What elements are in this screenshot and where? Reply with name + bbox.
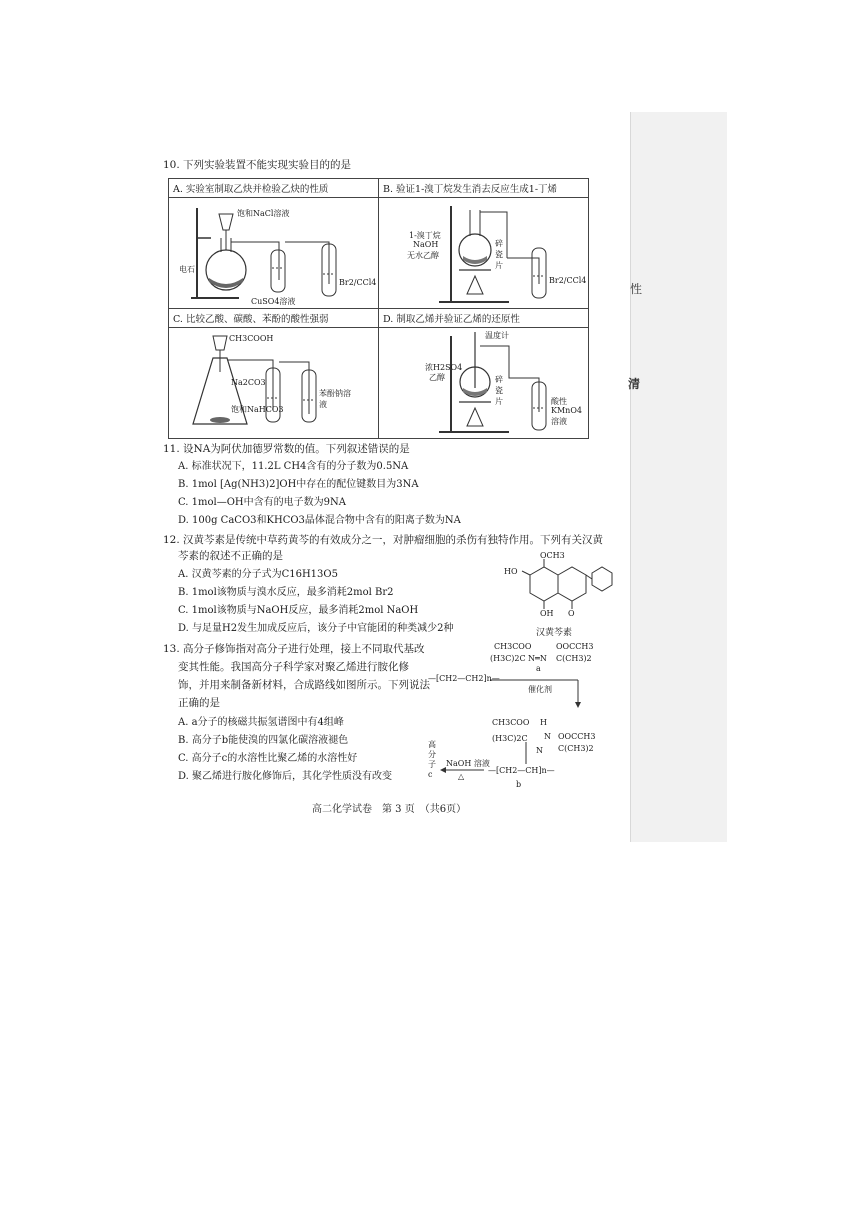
label-cuso4: CuSO4溶液 [251,297,296,306]
b-left-group: CH3COO [492,718,530,727]
label-oh: OH [540,609,554,618]
q10-c-figure [169,328,378,438]
naoh-solution: NaOH 溶液 [446,759,490,768]
label-naoh-b: NaOH [413,240,439,249]
adjacent-page-strip [630,112,727,842]
q11-option-d: D. 100g CaCO3和KHCO3晶体混合物中含有的阳离子数为NA [178,515,461,526]
label-och3: OCH3 [540,551,565,560]
q10-d-title: D. 制取乙烯并验证乙烯的还原性 [379,309,588,328]
q10-c-title: C. 比较乙酸、碳酸、苯酚的酸性强弱 [169,309,378,328]
q12-option-c: C. 1mol该物质与NaOH反应，最多消耗2mol NaOH [178,605,419,616]
a-label: a [536,664,541,673]
label-sodium-phenoxide: 苯酚钠溶液 [319,389,351,409]
q13-stem-line4: 正确的是 [178,697,220,709]
q12-stem-line2: 芩素的叙述不正确的是 [178,550,283,562]
q12-option-b: B. 1mol该物质与溴水反应，最多消耗2mol Br2 [178,587,394,598]
label-nacl: 饱和NaCl溶液 [237,209,290,218]
label-br2-ccl4-b: Br2/CCl4 [549,276,587,285]
q13-option-d: D. 聚乙烯进行胺化修饰后，其化学性质没有改变 [178,771,393,782]
b-h: H [540,718,547,727]
label-thermometer: 温度计 [485,331,509,340]
wogonin-structure [500,551,620,645]
label-acidic: 酸性 [551,397,567,406]
strip-char-2: 清 [628,377,641,391]
q13-option-c: C. 高分子c的水溶性比聚乙烯的水溶性好 [178,753,358,764]
label-ethanol-d: 乙醇 [429,373,445,382]
label-bromobutane: 1-溴丁烷 [409,231,441,240]
q10-b-figure [379,198,588,308]
q10-b-title: B. 验证1-溴丁烷发生消去反应生成1-丁烯 [379,179,588,198]
q13-stem-line2: 变其性能。我国高分子科学家对聚乙烯进行胺化修 [178,661,409,673]
q12-option-a: A. 汉黄芩素的分子式为C16H13O5 [178,569,338,580]
q13-stem-line1: 13. 高分子修饰指对高分子进行处理，接上不同取代基改 [163,643,425,655]
b-left-carbon: (H3C)2C [492,734,528,743]
label-carbonyl-o: O [568,609,575,618]
acid-strength-apparatus-icon [169,328,377,438]
page-footer: 高二化学试卷 第 3 页 （共6页） [312,804,467,815]
b-n1: N [544,732,551,741]
a-azo: N═N [528,654,547,663]
label-nahco3: 饱和NaHCO3 [231,405,284,414]
q11-option-a: A. 标准状况下，11.2L CH4含有的分子数为0.5NA [178,461,409,472]
a-left-group: CH3COO [494,642,532,651]
b-label: b [516,780,522,789]
q10-cell-b [379,179,589,309]
label-porcelain-b: 碎瓷片 [495,239,503,270]
q10-stem: 10. 下列实验装置不能实现实验目的的是 [163,159,352,171]
q10-apparatus-table [168,178,589,439]
label-na2co3: Na2CO3 [231,378,266,387]
catalyst-label: 催化剂 [528,685,552,694]
q12-option-d: D. 与足量H2发生加成反应后，该分子中官能团的种类减少2种 [178,623,454,634]
label-br2-ccl4-a: Br2/CCl4 [339,278,377,287]
label-ethanol-b: 无水乙醇 [407,251,439,260]
q13-option-a: A. a分子的核磁共振氢谱图中有4组峰 [178,717,344,728]
b-n2: N [536,746,543,755]
b-chain: —[CH2—CH]n— [488,766,555,775]
label-porcelain-d: 碎瓷片 [495,375,503,406]
b-right-group: OOCCH3 [558,732,596,741]
a-right-carbon: C(CH3)2 [556,654,592,663]
label-kmno4: KMnO4 [551,406,582,415]
a-right-group: OOCCH3 [556,642,594,651]
label-h2so4: 浓H2SO4 [425,363,463,372]
q10-d-figure [379,328,588,438]
label-solution: 溶液 [551,417,567,426]
polymer-c: 高分子c [428,740,436,779]
label-acetic-acid: CH3COOH [229,334,274,343]
b-right-carbon: C(CH3)2 [558,744,594,753]
q13-stem-line3: 饰，并用来制备新材料，合成路线如图所示。下列说法 [178,679,430,691]
q10-cell-d [379,309,589,439]
q10-a-title: A. 实验室制取乙炔并检验乙炔的性质 [169,179,378,198]
q11-option-c: C. 1mol—OH中含有的电子数为9NA [178,497,346,508]
q13-synthesis-scheme [428,640,598,792]
heat-symbol: △ [458,772,465,781]
q11-stem: 11. 设NA为阿伏加德罗常数的值。下列叙述错误的是 [163,443,410,455]
q12-stem-line1: 12. 汉黄芩素是传统中草药黄芩的有效成分之一，对肿瘤细胞的杀伤有独特作用。下列有关汉黄 [163,534,604,546]
q10-a-figure [169,198,378,308]
wogonin-caption: 汉黄芩素 [536,628,573,638]
q10-cell-c [169,309,379,439]
q13-option-b: B. 高分子b能使溴的四氯化碳溶液褪色 [178,735,349,746]
polyethylene: —[CH2—CH2]n— [428,674,500,683]
label-calcium-carbide: 电石 [179,265,195,274]
q11-option-b: B. 1mol [Ag(NH3)2]OH中存在的配位键数目为3NA [178,479,419,490]
a-left-carbon: (H3C)2C [490,654,526,663]
strip-char-1: 性 [630,282,643,296]
q10-cell-a [169,179,379,309]
label-ho: HO [504,567,518,576]
